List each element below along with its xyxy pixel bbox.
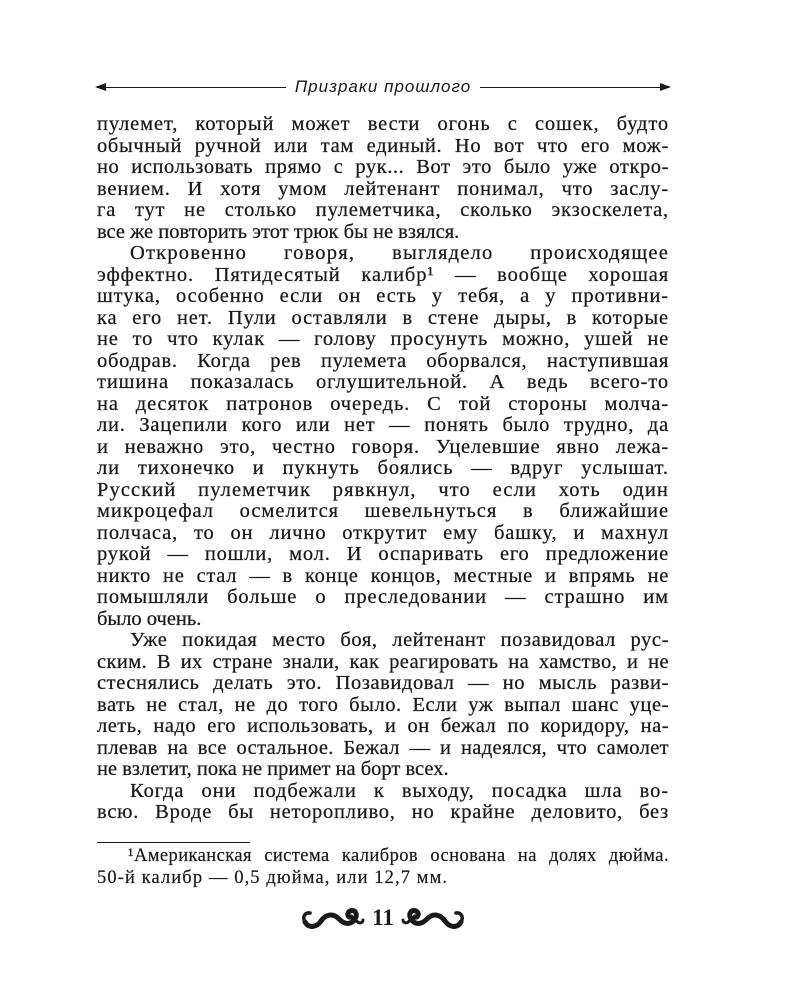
text-line: Уже покидая место боя, лейтенант позавидовал рус- <box>130 629 669 651</box>
flourish-left-icon <box>301 903 365 933</box>
text-line: эффектно. Пятидесятый калибр¹ — вообще хорошая <box>97 263 669 286</box>
text-line: га тут не столько пулеметчика, сколько экзоскелета, <box>97 199 669 221</box>
header-rule-right <box>480 87 669 88</box>
text-line: было очень. <box>97 607 202 630</box>
text-line: плевав на все остальное. Бежал — и надеялся, что самолет <box>97 736 669 759</box>
page-number: 11 <box>372 905 394 930</box>
header-rule-left <box>97 87 286 88</box>
text-line: всю. Вроде бы неторопливо, но крайне деловито, без <box>97 801 669 823</box>
text-line: не взлетит, пока не примет на борт всех. <box>97 758 449 780</box>
paragraph <box>97 243 669 630</box>
text-line: микроцефал осмелится шевельнуться в ближайшие <box>97 500 669 522</box>
text-line: на десяток патронов очередь. С той стороны молча- <box>97 392 669 415</box>
text-line: пулемет, который может вести огонь с сошек, будто <box>97 113 669 135</box>
text-line: Русский пулеметчик рявкнул, что если хоть один <box>97 478 669 501</box>
paragraph <box>97 781 669 824</box>
page-footer <box>97 903 669 933</box>
body-text <box>97 114 669 824</box>
flourish-right-icon <box>401 903 465 933</box>
text-line: полчаса, то он лично открутит ему башку, и махнул <box>97 521 669 544</box>
text-line: ским. В их стране знали, как реагировать на хамство, и не <box>97 650 669 673</box>
text-line: ободрав. Когда рев пулемета оборвался, наступившая <box>97 349 669 372</box>
text-line: ка его нет. Пули оставляли в стене дыры, в которые <box>97 306 669 329</box>
text-line: штука, особенно если он есть у тебя, а у противни- <box>97 285 669 307</box>
paragraph <box>97 114 669 243</box>
text-line: вать не стал, не до того было. Если уж выпал шанс уце- <box>97 693 669 716</box>
text-line: тишина показалась оглушительной. А ведь всего-то <box>97 371 669 393</box>
text-line: но использовать прямо с рук... Вот это было уже откро- <box>97 156 669 178</box>
text-line: рукой — пошли, мол. И оспаривать его предложение <box>97 543 669 565</box>
text-line: никто не стал — в конце концов, местные и впрямь не <box>97 564 669 587</box>
text-line: леть, надо его использовать, и он бежал по коридору, на- <box>97 715 669 737</box>
text-line: Откровенно говоря, выглядело происходящее <box>130 242 669 264</box>
text-line: стеснялись делать это. Позавидовал — но мысль разви- <box>97 672 669 694</box>
text-line: вением. И хотя умом лейтенант понимал, что заслу- <box>97 177 669 200</box>
text-line: все же повторить этот трюк бы не взялся. <box>97 220 460 243</box>
footnote-line: ¹Американская система калибров основана на долях дюйма. <box>128 846 669 866</box>
running-head <box>97 76 669 98</box>
text-line: ли тихонечко и пукнуть боялись — вдруг услышат. <box>97 457 669 479</box>
text-line: обычный ручной или там единый. Но вот что его мож- <box>97 134 669 157</box>
footnote-separator <box>97 842 250 843</box>
text-line: Когда они подбежали к выходу, посадка шла во- <box>130 779 669 802</box>
text-line: помышляли больше о преследовании — страшно им <box>97 586 669 608</box>
text-line: и неважно это, честно говоря. Уцелевшие явно лежа- <box>97 435 669 458</box>
text-line: ли. Зацепили кого или нет — понять было трудно, да <box>97 414 669 436</box>
text-line: не то что кулак — голову просунуть можно, ушей не <box>97 328 669 350</box>
footnote <box>97 845 669 889</box>
paragraph <box>97 630 669 781</box>
footnote-line: 50-й калибр — 0,5 дюйма, или 12,7 мм. <box>97 868 449 888</box>
running-title: Призраки прошлого <box>294 77 472 96</box>
